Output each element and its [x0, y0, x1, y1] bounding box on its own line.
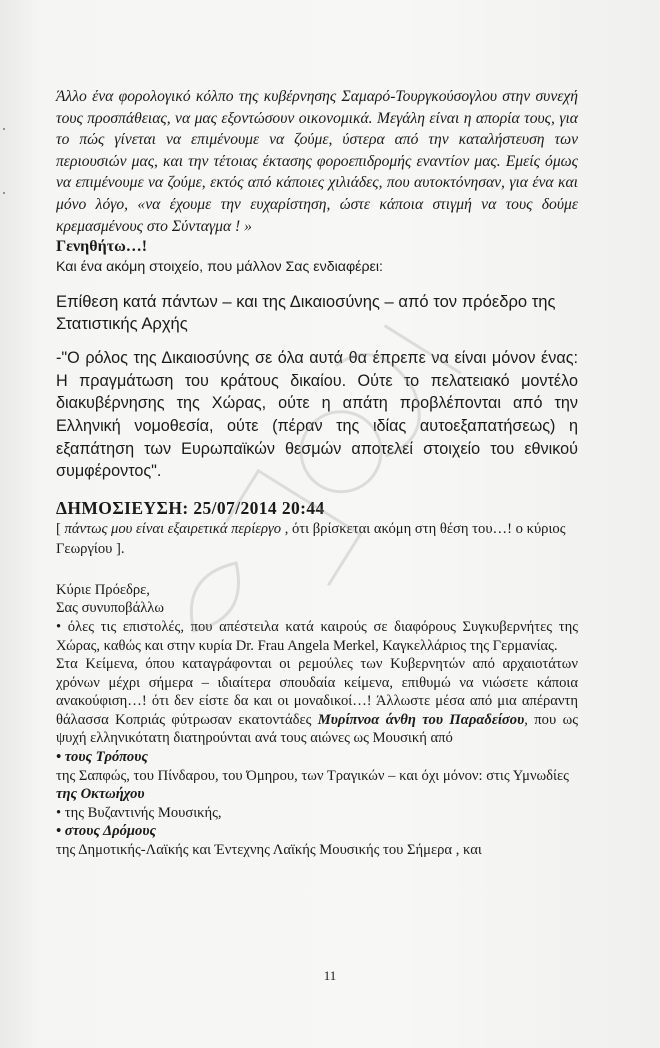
tropoi-text: της Σαπφώς, του Πίνδαρου, του Όμηρου, των Τραγικών – και όχι μόνον: στις Υμνωδίες: [56, 767, 569, 784]
oktoechos-line: της Οκτωήχου: [56, 786, 145, 803]
byzantine-bullet: • της Βυζαντινής Μουσικής,: [56, 804, 222, 821]
tropoi-bullet: • τους Τρόπους: [56, 749, 148, 766]
statistics-quote: -"Ο ρόλος της Δικαιοσύνης σε όλα αυτά θα έπρεπε να είναι μόνον ένας: Η πραγμάτωση του κράτους δικαίου. Ούτε το πελατειακό μοντέλο διακυβέρνησης της Χώρας, ούτε η απάτη προβλέπονται από την Ελληνική νομοθεσία, ούτε (πέραν της ιδίας αυτοεξαπατήσεως) η εξαπάτηση των Ευρωπαϊκών θεσμών αποτελεί στοιχείο του εθνικού συμφέροντος".: [56, 349, 578, 481]
lead-in: Και ένα ακόμη στοιχείο, που μάλλον Σας ενδιαφέρει:: [56, 259, 383, 276]
bracket-italic: πάντως μου είναι εξαιρετικά περίεργο: [64, 520, 282, 537]
texts-paragraph: [56, 655, 578, 748]
letters-bullet: • όλες τις επιστολές, που απέστειλα κατά καιρούς σε διαφόρους Συγκυβερνήτες της Χώρας, καθώς και στην κυρία Dr. Frau Angela Merkel, Καγκελλάριος της Γερμανίας.: [56, 618, 578, 654]
last-line: της Δημοτικής-Λαϊκής και Έντεχνης Λαϊκής Μουσικής του Σήμερα , και: [56, 842, 482, 859]
submit-line: Σας συνυποβάλλω: [56, 600, 164, 617]
texts-paragraph-emphasis: Μυρίπνοα άνθη του Παραδείσου: [317, 711, 525, 728]
texts-paragraph-a: Στα Κείμενα, όπου καταγράφονται οι ρεμούλες των Κυβερνητών από αρχαιοτάτων χρόνων μέχρι σήμερα – ιδιαίτερα σπουδαία κείμενα, επιθυμώ να νιώσετε κάποια ανακούφιση…! ότι δεν είστε δα και οι μοναδικοί…! Άλλωστε μέσα από μια απέραντη θάλασσα Κοπριάς φύτρωσαν εκατοντάδες: [56, 656, 578, 728]
bracket-rest: , ότι βρίσκεται ακόμη στη θέση του…! ο κύριος Γεωργίου ].: [56, 520, 566, 557]
bracket-note: [56, 519, 578, 559]
texts-paragraph-b: , που ως ψυχή ελληνικότατη διατηρούνται ανά τους αιώνες ως Μουσική από: [56, 711, 578, 747]
section-heading: Επίθεση κατά πάντων – και της Δικαιοσύνης – από τον πρόεδρο της Στατιστικής Αρχής: [56, 292, 556, 334]
intro-paragraph: Άλλο ένα φορολογικό κόλπο της κυβέρνησης Σαμαρό-Τουργκούσογλου στην συνεχή τους προσπάθειας, να μας εξοντώσουν οικονομικά. Μεγάλη είναι η απορία τους, για το πώς γίνεται να επιμένουμε να ζούμε, ύστερα από την καταλήστευση των περιουσιών μας, και την τέτοιας έκτασης φοροεπιδρομής εναντίον μας. Εμείς όμως να επιμένουμε να ζούμε, εκτός από κάποιες χιλιάδες, που αυτοκτόνησαν, για ένα και μόνο λόγο, «να έχουμε την ευχαρίστηση, ώστε κάποια στιγμή να τους δούμε κρεμασμένους στο Σύνταγμα ! »: [56, 88, 578, 235]
page-number: 11: [323, 968, 337, 983]
scan-speck: [3, 192, 5, 194]
exclamation: Γενηθήτω…!: [56, 238, 148, 256]
publication-stamp: ΔΗΜΟΣΙΕΥΣΗ: 25/07/2014 20:44: [56, 497, 325, 518]
page-content: [56, 86, 578, 860]
salutation: Κύριε Πρόεδρε,: [56, 581, 150, 598]
scan-speck: [3, 128, 5, 130]
bracket-open: [: [56, 520, 65, 537]
dromoi-bullet: • στους Δρόμους: [56, 823, 156, 840]
